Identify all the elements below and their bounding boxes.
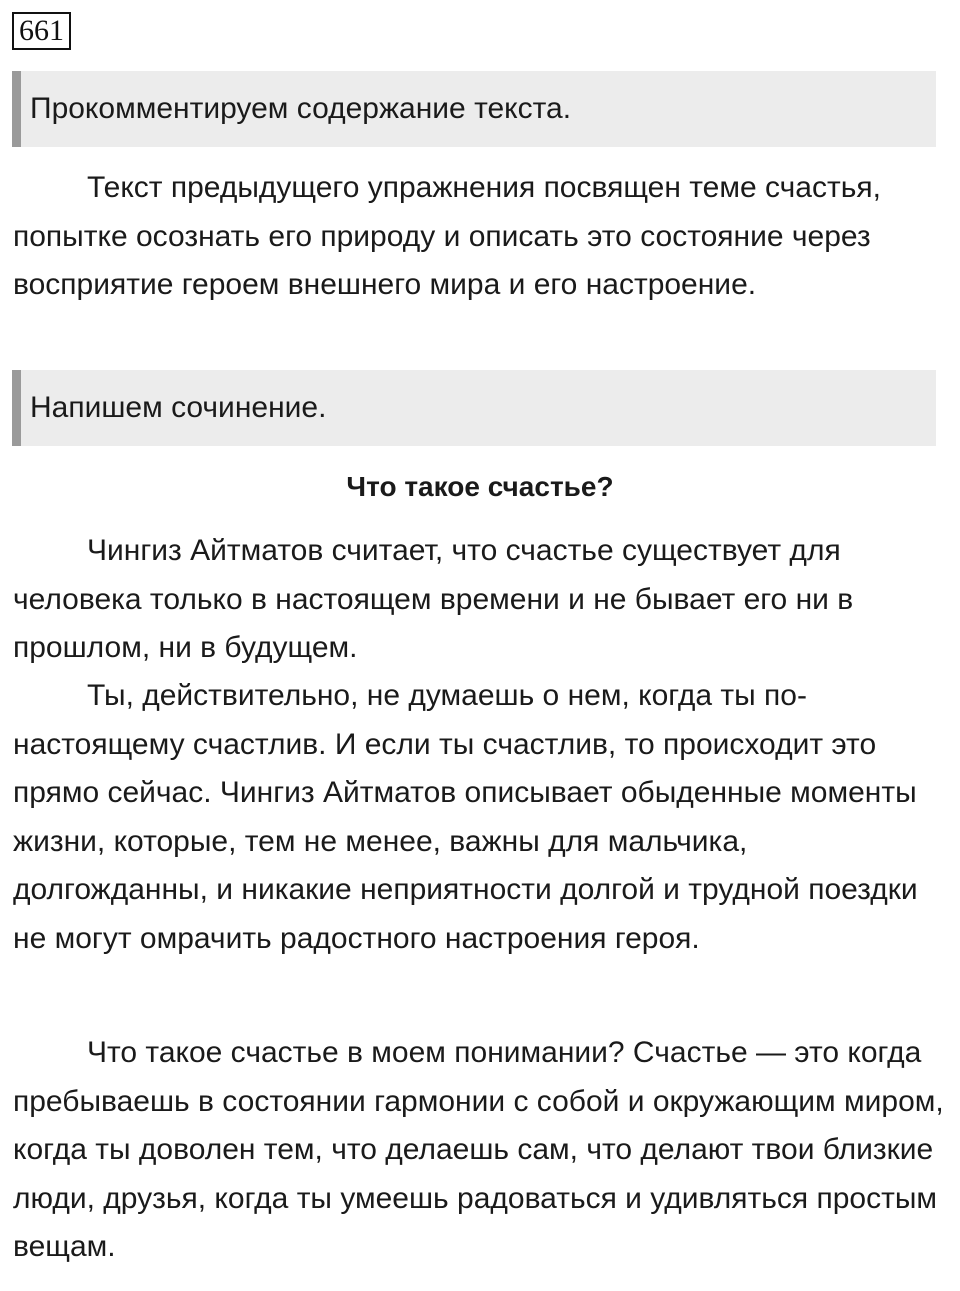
section-header-essay [12,370,936,446]
essay-title: Что такое счастье? [346,471,614,502]
essay-paragraph-text: Что такое счастье в моем понимании? Счастье — это когда пребываешь в состоянии гармонии с собой и окружающим миром, когда ты доволен тем, что делаешь сам, что делают твои близкие люди, друзья, когда ты умеешь радоваться и удивляться простым вещам. [13,1036,944,1263]
essay-paragraph-text: Ты, действительно, не думаешь о нем, когда ты по-настоящему счастлив. И если ты счастлив, то происходит это прямо сейчас. Чингиз Айтматов описывает обыденные моменты жизни, которые, тем не менее, важны для мальчика, долгожданны, и никакие неприятности долгой и трудной поездки не могут омрачить радостного настроения героя. [13,679,918,955]
section-header-label: Напишем сочинение. [30,391,327,424]
section-header-label: Прокомментируем содержание текста. [30,92,572,125]
essay-paragraph-1 [13,527,948,673]
section-header-commentary [12,71,936,147]
essay-paragraph-2 [13,672,948,963]
exercise-number: 661 [12,12,71,50]
essay-paragraph-text: Чингиз Айтматов считает, что счастье существует для человека только в настоящем времени и не бывает его ни в прошлом, ни в будущем. [13,534,854,664]
essay-paragraph-3 [13,1029,948,1272]
commentary-text: Текст предыдущего упражнения посвящен теме счастья, попытке осознать его природу и описать это состояние через восприятие героем внешнего мира и его настроение. [13,171,881,301]
commentary-paragraph [13,164,948,310]
